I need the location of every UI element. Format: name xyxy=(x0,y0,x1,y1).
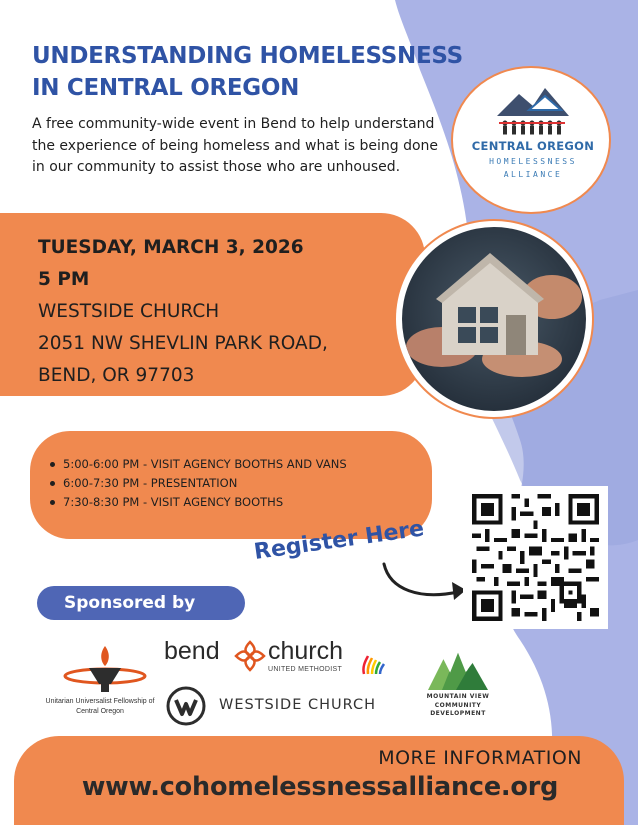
bend-church-emblem-icon xyxy=(234,640,266,672)
register-qr-code[interactable] xyxy=(463,486,608,629)
schedule-item: 7:30-8:30 PM - VISIT AGENCY BOOTHS xyxy=(48,493,428,512)
house-in-hands-photo xyxy=(402,227,586,411)
event-city: BEND, OR 97703 xyxy=(38,365,195,386)
westside-church-name: WESTSIDE CHURCH xyxy=(219,697,376,713)
house-mountain-icon xyxy=(493,80,573,140)
united-methodist-label: UNITED METHODIST xyxy=(268,666,343,673)
event-venue: WESTSIDE CHURCH xyxy=(38,301,220,322)
schedule-list xyxy=(48,455,428,512)
sponsored-by-badge: Sponsored by xyxy=(37,586,245,620)
intro-text: A free community-wide event in Bend to help understand the experience of being homeless and what is being done in our community to assist those who are unhoused. xyxy=(32,116,439,175)
arrow-icon xyxy=(380,560,470,610)
more-information-label: MORE INFORMATION xyxy=(378,747,582,769)
bend-church-logo-bend: bend xyxy=(164,637,220,665)
event-street: 2051 NW SHEVLIN PARK ROAD, xyxy=(38,333,328,354)
mountain-view-logo-icon xyxy=(426,640,490,692)
website-link[interactable]: www.cohomelessnessalliance.org xyxy=(81,772,559,802)
page-title: UNDERSTANDING HOMELESSNESS IN CENTRAL OREGON xyxy=(32,43,463,101)
pride-flame-icon xyxy=(360,652,386,676)
schedule-item: 5:00-6:00 PM - VISIT AGENCY BOOTHS AND VANS xyxy=(48,455,428,474)
uu-fellowship-name: Unitarian Universalist Fellowship of Central Oregon xyxy=(45,698,155,715)
schedule-item: 6:00-7:30 PM - PRESENTATION xyxy=(48,474,428,493)
chalice-icon xyxy=(55,640,155,696)
logo-line-alliance: ALLIANCE xyxy=(503,170,563,179)
event-time: 5 PM xyxy=(38,269,90,290)
event-date: TUESDAY, MARCH 3, 2026 xyxy=(38,237,304,258)
westside-church-logo-icon xyxy=(166,686,206,726)
mountain-view-name: MOUNTAIN VIEW COMMUNITY DEVELOPMENT xyxy=(426,693,490,717)
register-here-label: Register Here xyxy=(252,516,426,565)
logo-title: CENTRAL OREGON xyxy=(471,139,595,153)
logo-line-homelessness: HOMELESSNESS xyxy=(489,157,577,166)
event-details xyxy=(38,232,418,392)
logo-subtitle xyxy=(463,155,603,181)
bend-church-logo-church: church xyxy=(268,637,344,665)
